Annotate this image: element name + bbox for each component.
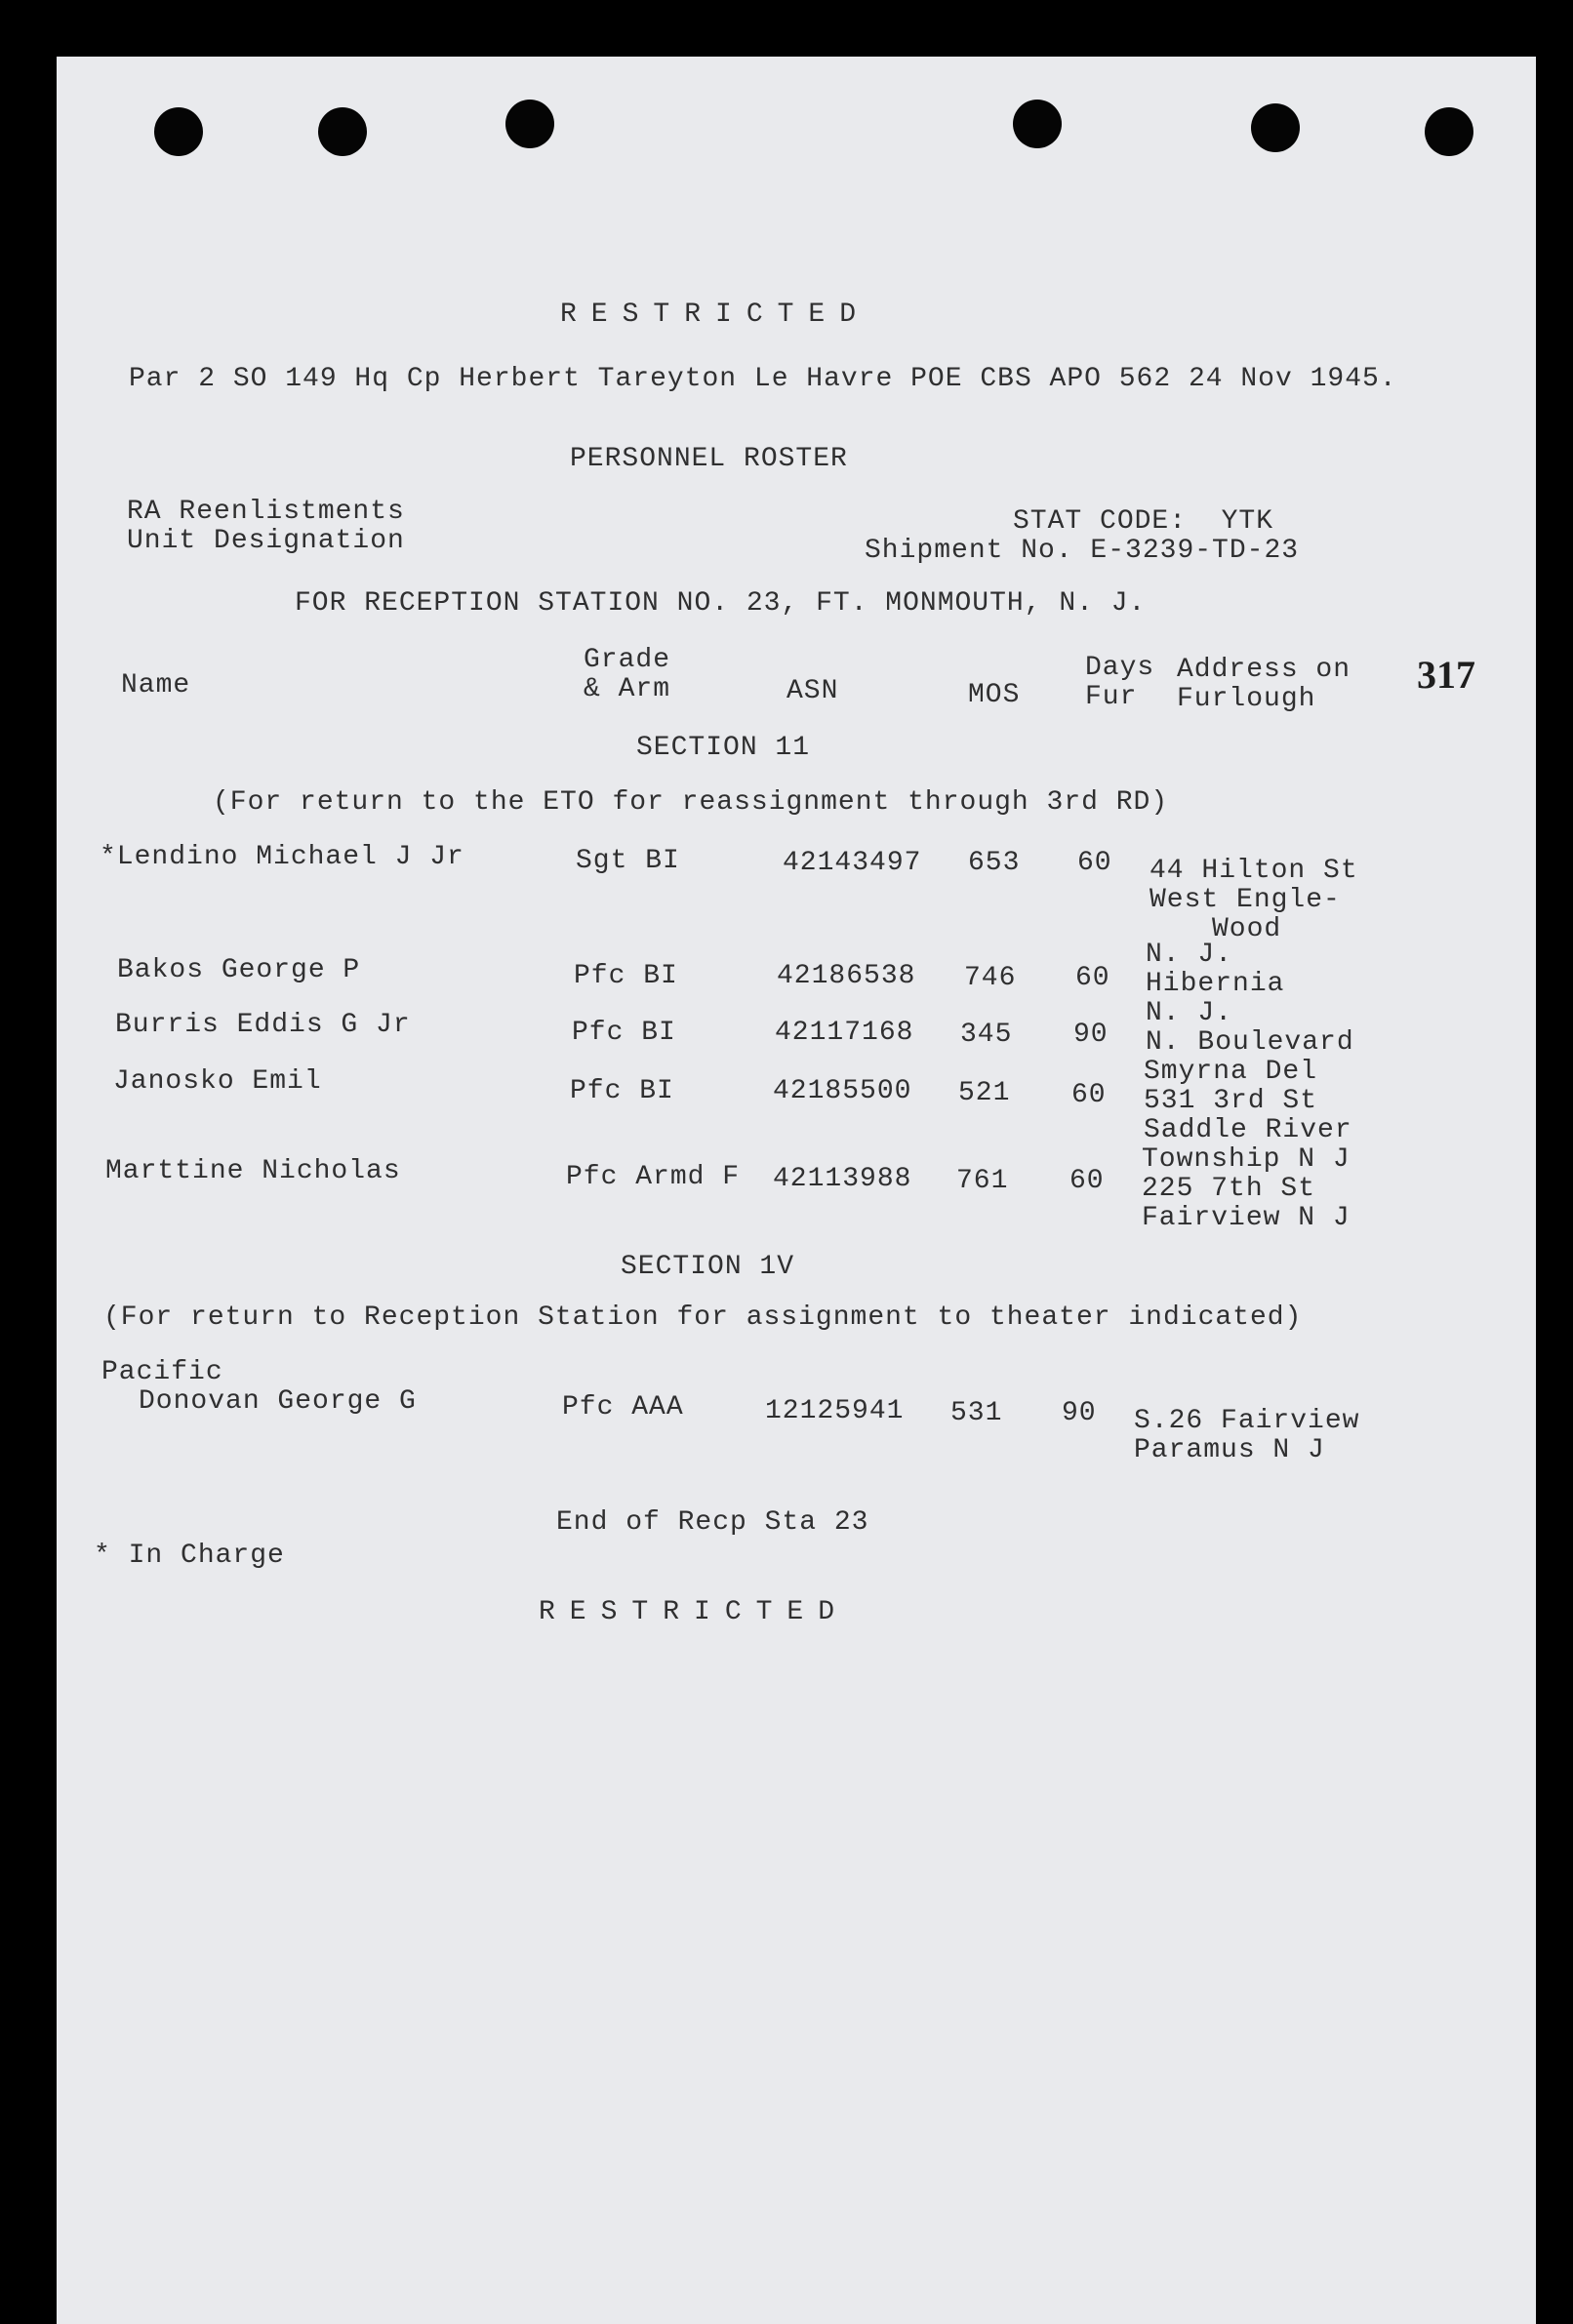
- row-days: 60: [1077, 848, 1112, 878]
- row-address-line: S.26 Fairview: [1134, 1406, 1360, 1436]
- in-charge-note: * In Charge: [94, 1541, 285, 1571]
- punch-hole: [318, 107, 367, 156]
- row-address-line: N. J.: [1146, 998, 1233, 1028]
- order-line: Par 2 SO 149 Hq Cp Herbert Tareyton Le Havre POE CBS APO 562 24 Nov 1945.: [129, 364, 1397, 394]
- row-days: 60: [1069, 1166, 1105, 1196]
- row-address-line: Wood: [1212, 914, 1282, 944]
- row-address-line: N. Boulevard: [1146, 1027, 1354, 1058]
- col-address-line2: Furlough: [1177, 684, 1316, 714]
- row-name: Janosko Emil: [113, 1066, 322, 1097]
- left-block-line1: RA Reenlistments: [127, 497, 405, 527]
- row-mos: 521: [958, 1078, 1011, 1108]
- roster-page: [57, 57, 1536, 2324]
- page-number-stamp: 317: [1417, 653, 1475, 697]
- section-ii-title: SECTION 11: [636, 733, 811, 763]
- row-address-line: Saddle River: [1144, 1115, 1352, 1145]
- roster-title: PERSONNEL ROSTER: [570, 444, 848, 474]
- row-name: Marttine Nicholas: [105, 1156, 401, 1186]
- punch-hole: [505, 100, 554, 148]
- row-asn: 42186538: [777, 961, 916, 991]
- row-address-line: 44 Hilton St: [1150, 856, 1358, 886]
- row-asn: 42113988: [773, 1164, 912, 1194]
- col-days-line1: Days: [1085, 653, 1155, 683]
- section-iv-subtitle: (For return to Reception Station for assignment to theater indicated): [103, 1302, 1303, 1333]
- row-address-line: 531 3rd St: [1144, 1086, 1318, 1116]
- row-asn: 42185500: [773, 1076, 912, 1106]
- row-grade: Pfc BI: [570, 1076, 674, 1106]
- row-address-line: Paramus N J: [1134, 1435, 1325, 1465]
- row-address-line: Fairview N J: [1142, 1203, 1351, 1233]
- classification-bottom: RESTRICTED: [539, 1597, 850, 1627]
- row-address-line: Hibernia: [1146, 969, 1285, 999]
- row-grade: Pfc BI: [574, 961, 678, 991]
- classification-top: RESTRICTED: [560, 300, 871, 330]
- col-grade-line1: Grade: [584, 645, 671, 675]
- row-mos: 531: [950, 1398, 1003, 1428]
- row-asn: 42117168: [775, 1018, 914, 1048]
- destination-line: FOR RECEPTION STATION NO. 23, FT. MONMOUTH, N. J.: [295, 588, 1147, 619]
- col-address-line1: Address on: [1177, 655, 1351, 685]
- row-grade: Pfc BI: [572, 1018, 676, 1048]
- row-grade: Pfc Armd F: [566, 1162, 741, 1192]
- row-mos: 653: [968, 848, 1021, 878]
- row-days: 60: [1075, 963, 1110, 993]
- row-address-line: Township N J: [1142, 1144, 1351, 1175]
- col-name: Name: [121, 670, 191, 701]
- stat-code: STAT CODE: YTK: [1013, 506, 1274, 537]
- col-grade-line2: & Arm: [584, 674, 671, 704]
- end-note: End of Recp Sta 23: [556, 1507, 869, 1538]
- left-block-line2: Unit Designation: [127, 526, 405, 556]
- row-address-line: N. J.: [1146, 940, 1233, 970]
- col-mos: MOS: [968, 680, 1021, 710]
- section-ii-subtitle: (For return to the ETO for reassignment through 3rd RD): [213, 787, 1169, 818]
- row-asn: 42143497: [783, 848, 922, 878]
- col-asn: ASN: [786, 676, 839, 706]
- row-name: Donovan George G: [139, 1386, 417, 1417]
- punch-hole: [1013, 100, 1062, 148]
- row-name: *Lendino Michael J Jr: [100, 842, 464, 872]
- punch-hole: [1251, 103, 1300, 152]
- row-days: 90: [1062, 1398, 1097, 1428]
- row-asn: 12125941: [765, 1396, 905, 1426]
- row-address-line: Smyrna Del: [1144, 1057, 1318, 1087]
- punch-hole: [1425, 107, 1473, 156]
- theater-label: Pacific: [101, 1357, 223, 1387]
- row-name: Burris Eddis G Jr: [115, 1010, 411, 1040]
- row-address-line: West Engle-: [1150, 885, 1341, 915]
- row-name: Bakos George P: [117, 955, 361, 985]
- row-mos: 746: [964, 963, 1017, 993]
- section-iv-title: SECTION 1V: [621, 1252, 795, 1282]
- shipment-number: Shipment No. E-3239-TD-23: [865, 536, 1300, 566]
- punch-hole: [154, 107, 203, 156]
- row-days: 90: [1073, 1020, 1109, 1050]
- row-days: 60: [1071, 1080, 1107, 1110]
- row-grade: Sgt BI: [576, 846, 680, 876]
- col-days-line2: Fur: [1085, 682, 1138, 712]
- row-grade: Pfc AAA: [562, 1392, 684, 1422]
- row-address-line: 225 7th St: [1142, 1174, 1316, 1204]
- row-mos: 345: [960, 1020, 1013, 1050]
- row-mos: 761: [956, 1166, 1009, 1196]
